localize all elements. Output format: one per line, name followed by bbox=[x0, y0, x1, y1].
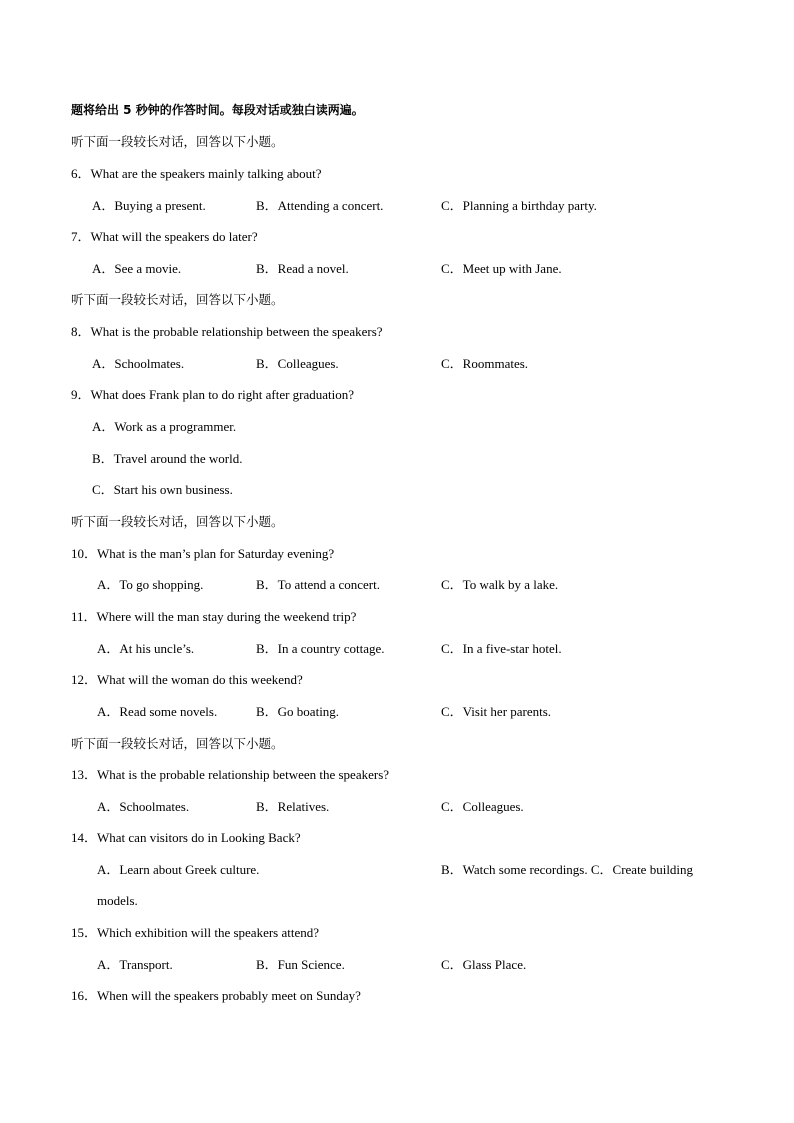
question-10: 10．What is the man’s plan for Saturday evening? bbox=[71, 546, 335, 561]
option-15b: B．Fun Science. bbox=[256, 957, 345, 972]
option-14a: A．Learn about Greek culture. bbox=[97, 862, 260, 877]
option-10a: A．To go shopping. bbox=[97, 577, 204, 592]
option-13a: A．Schoolmates. bbox=[97, 799, 190, 814]
option-6b: B．Attending a concert. bbox=[256, 198, 384, 213]
option-9b: B．Travel around the world. bbox=[92, 451, 243, 466]
option-10b: B．To attend a concert. bbox=[256, 577, 380, 592]
option-12a: A．Read some novels. bbox=[97, 704, 218, 719]
section-label: 听下面一段较长对话，回答以下小题。 bbox=[71, 514, 284, 529]
section-label: 听下面一段较长对话，回答以下小题。 bbox=[71, 292, 284, 307]
question-7: 7．What will the speakers do later? bbox=[71, 229, 258, 244]
question-9: 9．What does Frank plan to do right after graduation? bbox=[71, 387, 355, 402]
question-8: 8．What is the probable relationship between the speakers? bbox=[71, 324, 383, 339]
option-11c: C．In a five-star hotel. bbox=[441, 641, 562, 656]
option-8b: B．Colleagues. bbox=[256, 356, 339, 371]
option-9a: A．Work as a programmer. bbox=[92, 419, 237, 434]
option-10c: C．To walk by a lake. bbox=[441, 577, 559, 592]
question-15: 15．Which exhibition will the speakers attend? bbox=[71, 925, 320, 940]
section-label: 听下面一段较长对话，回答以下小题。 bbox=[71, 736, 284, 751]
option-13b: B．Relatives. bbox=[256, 799, 330, 814]
option-14bc: B．Watch some recordings. C．Create building bbox=[441, 862, 694, 877]
instructions-intro: 题将给出 5 秒钟的作答时间。每段对话或独白读两遍。 bbox=[71, 103, 364, 117]
option-11a: A．At his uncle’s. bbox=[97, 641, 195, 656]
option-14-continuation: models. bbox=[97, 893, 138, 908]
question-6: 6．What are the speakers mainly talking about? bbox=[71, 166, 322, 181]
option-7c: C．Meet up with Jane. bbox=[441, 261, 562, 276]
option-15c: C．Glass Place. bbox=[441, 957, 527, 972]
option-8a: A．Schoolmates. bbox=[92, 356, 185, 371]
option-15a: A．Transport. bbox=[97, 957, 173, 972]
option-7a: A．See a movie. bbox=[92, 261, 182, 276]
option-8c: C．Roommates. bbox=[441, 356, 529, 371]
question-16: 16．When will the speakers probably meet on Sunday? bbox=[71, 988, 361, 1003]
question-12: 12．What will the woman do this weekend? bbox=[71, 672, 303, 687]
option-6a: A．Buying a present. bbox=[92, 198, 206, 213]
question-13: 13．What is the probable relationship between the speakers? bbox=[71, 767, 390, 782]
option-12b: B．Go boating. bbox=[256, 704, 340, 719]
option-12c: C．Visit her parents. bbox=[441, 704, 552, 719]
option-9c: C．Start his own business. bbox=[92, 482, 233, 497]
option-6c: C．Planning a birthday party. bbox=[441, 198, 597, 213]
question-11: 11．Where will the man stay during the weekend trip? bbox=[71, 609, 357, 624]
section-label: 听下面一段较长对话，回答以下小题。 bbox=[71, 134, 284, 149]
option-11b: B．In a country cottage. bbox=[256, 641, 385, 656]
option-7b: B．Read a novel. bbox=[256, 261, 349, 276]
question-14: 14．What can visitors do in Looking Back? bbox=[71, 830, 301, 845]
option-13c: C．Colleagues. bbox=[441, 799, 524, 814]
